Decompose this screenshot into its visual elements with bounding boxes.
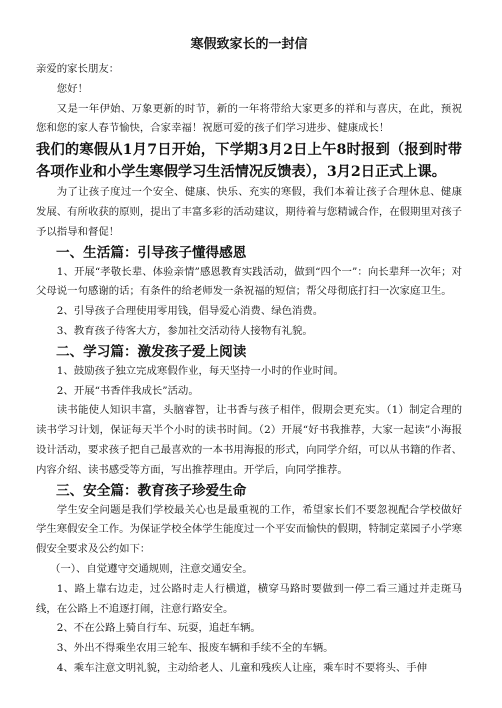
purpose-paragraph: 为了让孩子度过一个安全、健康、快乐、充实的寒假，我们本着让孩子合理休息、健康发展、有所收获的原则，提出了丰富多彩的活动建议，期待着与您精诚合作，在假期里对孩子予以指导和督促！ [36,186,463,238]
safety-item-2: 2、不在公路上骑自行车、玩耍，追赶车辆。 [56,622,261,635]
safety-item-4: 4、乘车注意文明礼貌，主动给老人、儿童和残疾人让座，乘车时不要将头、手伸 [56,661,428,674]
letter-title: 寒假致家长的一封信 [190,37,308,52]
life-item-2: 2、引导孩子合理使用零用钱，倡导爱心消费、绿色消费。 [56,305,324,318]
section-heading-life: 一、生活篇：引导孩子懂得感恩 [56,244,247,261]
section-heading-study: 二、学习篇：激发孩子爱上阅读 [56,343,247,360]
safety-subheading-traffic: （一）、自觉遵守交通规则，注意交通安全。 [50,562,253,575]
section-heading-safety: 三、安全篇：教育孩子珍爱生命 [56,482,247,499]
safety-item-1: 1、路上靠右边走，过公路时走人行横道，横穿马路时要做到一停二看三通过并走斑马线，在公路上不追逐打闹，注意行路安全。 [36,582,462,615]
study-item-1: 1、鼓励孩子独立完成寒假作业，每天坚持一小时的作业时间。 [56,364,344,377]
safety-item-3: 3、外出不得乘坐农用三轮车、报废车辆和手续不全的车辆。 [56,642,334,655]
greeting: 您好！ [56,82,88,95]
schedule-paragraph: 我们的寒假从1月7日开始，下学期3月2日上午8时报到（报到时带各项作业和小学生寒假学习生活情况反馈表），3月2日正式上课。 [36,142,462,181]
life-item-3: 3、教育孩子待客大方，参加社交活动待人接物有礼貌。 [56,324,313,337]
study-reading-paragraph: 读书能使人知识丰富，头脑睿智，让书香与孩子相伴，假期会更充实。（1）制定合理的读书学习计划，保证每天半个小时的读书时间。（2）开展“好书我推荐，大家一起读”小海报设计活动，要求孩子把自己最喜欢的一本书用海报的形式，向同学介绍，可以从书籍的作者、内容介绍、读书感受等方面，写出推荐理由。开学后，向同学推荐。 [36,404,463,476]
salutation: 亲爱的家长朋友： [36,63,120,75]
intro-paragraph: 又是一年伊始、万象更新的时节，新的一年将带给大家更多的祥和与喜庆，在此，预祝您和您的家人春节愉快，合家幸福！祝愿可爱的孩子们学习进步、健康成长！ [36,102,462,135]
life-item-1: 1、开展“孝敬长辈、体验亲情”感恩教育实践活动，做到“四个一”：向长辈拜一次年；对父母说一句感谢的话；有条件的给老师发一条祝福的短信；帮父母彻底打扫一次家庭卫生。 [36,265,462,298]
study-item-2: 2、开展“书香伴我成长”活动。 [56,384,199,397]
safety-intro-paragraph: 学生安全问题是我们学校最关心也是最重视的工作，希望家长们不要忽视配合学校做好学生寒假安全工作。为保证学校全体学生能度过一个平安而愉快的假期，特制定菜园子小学寒假安全要求及公约如下： [36,503,463,556]
